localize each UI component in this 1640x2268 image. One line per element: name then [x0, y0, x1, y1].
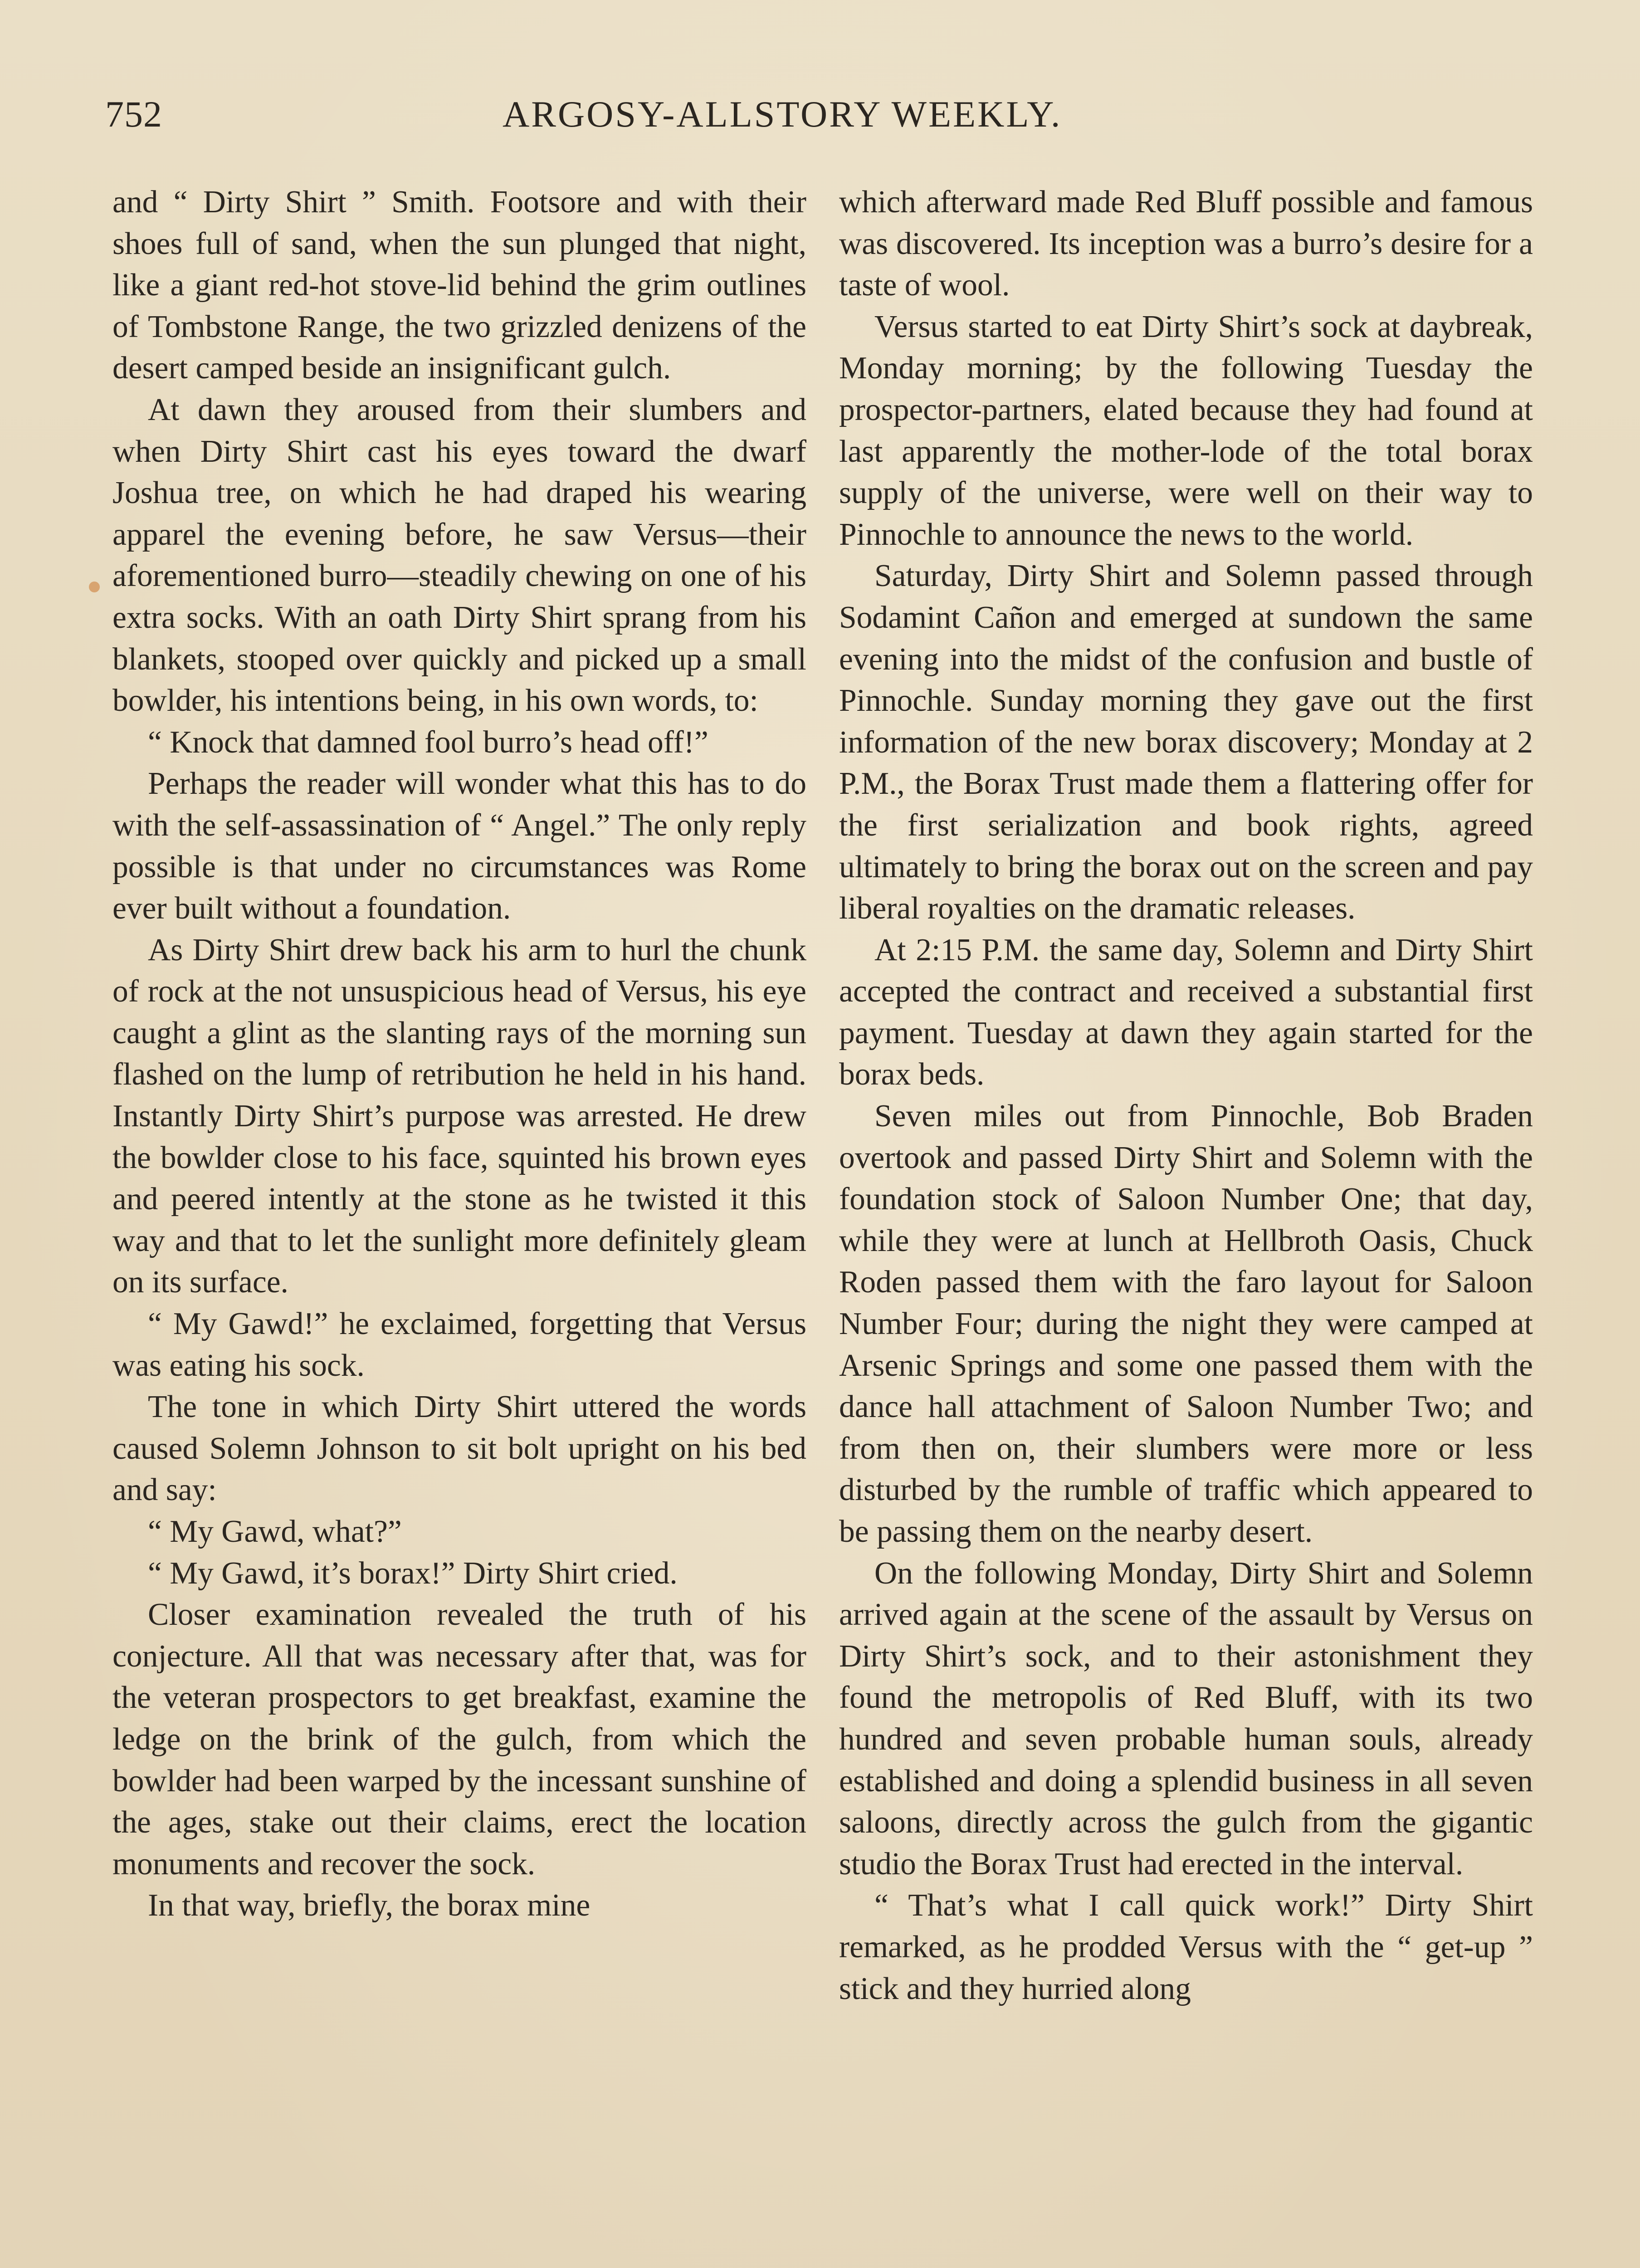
- paragraph: Versus started to eat Dirty Shirt’s sock at daybreak, Monday morning; by the following Tuesday the prospector-partners, elated because they had found at last apparently the mother-lode of the total borax supply of the universe, were well on their way to Pinnochle to announce the news to the world.: [839, 309, 1533, 552]
- paragraph: Seven miles out from Pinnochle, Bob Braden overtook and passed Dirty Shirt and Solemn with the foundation stock of Saloon Number One; that day, while they were at lunch at Hellbroth Oasis, Chuck Roden passed them with the faro layout for Saloon Number Four; during the night they were camped at Arsenic Springs and some one passed them with the dance hall attachment of Saloon Number Two; and from then on, their slumbers were more or less disturbed by the rumble of traffic which appeared to be passing them on the nearby desert.: [839, 1099, 1533, 1549]
- running-head: ARGOSY-ALLSTORY WEEKLY.: [503, 93, 1062, 135]
- paragraph: “ My Gawd, what?”: [148, 1514, 402, 1549]
- paragraph: In that way, briefly, the borax mine: [148, 1888, 591, 1923]
- paragraph: Closer examination revealed the truth of his conjecture. All that was necessary after that, was for the veteran prospectors to get breakfast, examine the ledge on the brink of the gulch, from which the bowlder had been warped by the incessant sunshine of the ages, stake out their claims, erect the location monuments and recover the sock.: [112, 1597, 806, 1882]
- margin-ink-spot: [89, 582, 100, 592]
- paragraph: At dawn they aroused from their slumbers and when Dirty Shirt cast his eyes toward the dwarf Joshua tree, on which he had draped his wearing apparel the evening before, he saw Versus—their aforementioned burro—steadily chewing on one of his extra socks. With an oath Dirty Shirt sprang from his blankets, stooped over quickly and picked up a small bowlder, his intentions being, in his own words, to:: [112, 392, 806, 719]
- paragraph: At 2:15 P.M. the same day, Solemn and Dirty Shirt accepted the contract and received a substantial first payment. Tuesday at dawn they again started for the borax beds.: [839, 932, 1533, 1092]
- paragraph: Perhaps the reader will wonder what this has to do with the self-assassination of “ Angel.” The only reply possible is that under no circumstances was Rome ever built without a foundation.: [112, 766, 806, 926]
- paragraph: “ Knock that damned fool burro’s head off!”: [148, 724, 708, 760]
- paragraph: “ My Gawd, it’s borax!” Dirty Shirt cried.: [148, 1555, 678, 1591]
- right-column: [839, 181, 1533, 2009]
- paragraph: and “ Dirty Shirt ” Smith. Footsore and with their shoes full of sand, when the sun plunged that night, like a giant red-hot stove-lid behind the grim outlines of Tombstone Range, the two grizzled denizens of the desert camped beside an insignificant gulch.: [112, 185, 806, 386]
- paragraph: The tone in which Dirty Shirt uttered the words caused Solemn Johnson to sit bolt upright on his bed and say:: [112, 1389, 806, 1508]
- left-column: [112, 181, 806, 1926]
- paragraph: which afterward made Red Bluff possible and famous was discovered. Its inception was a burro’s desire for a taste of wool.: [839, 185, 1533, 303]
- paragraph: “ My Gawd!” he exclaimed, forgetting that Versus was eating his sock.: [112, 1306, 806, 1383]
- paragraph: As Dirty Shirt drew back his arm to hurl the chunk of rock at the not unsuspicious head of Versus, his eye caught a glint as the slanting rays of the morning sun flashed on the lump of retribution he held in his hand. Instantly Dirty Shirt’s purpose was arrested. He drew the bowlder close to his face, squinted his brown eyes and peered intently at the stone as he twisted it this way and that to let the sunlight more definitely gleam on its surface.: [112, 932, 806, 1300]
- paragraph: “ That’s what I call quick work!” Dirty Shirt remarked, as he prodded Versus with the “ get-up ” stick and they hurried along: [839, 1888, 1533, 2006]
- paragraph: Saturday, Dirty Shirt and Solemn passed through Sodamint Cañon and emerged at sundown the same evening into the midst of the confusion and bustle of Pinnochle. Sunday morning they gave out the first information of the new borax discovery; Monday at 2 P.M., the Borax Trust made them a flattering offer for the first serialization and book rights, agreed ultimately to bring the borax out on the screen and pay liberal royalties on the dramatic releases.: [839, 558, 1533, 926]
- page-number: 752: [105, 93, 162, 135]
- paragraph: On the following Monday, Dirty Shirt and Solemn arrived again at the scene of the assault by Versus on Dirty Shirt’s sock, and to their astonishment they found the metropolis of Red Bluff, with its two hundred and seven probable human souls, already established and doing a splendid business in all seven saloons, directly across the gulch from the gigantic studio the Borax Trust had erected in the interval.: [839, 1555, 1533, 1882]
